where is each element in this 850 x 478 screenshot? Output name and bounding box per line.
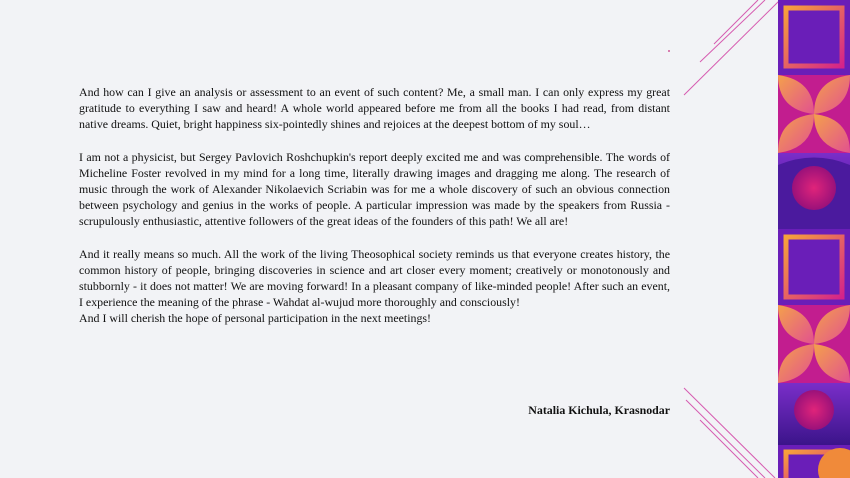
decorative-dot: [668, 50, 670, 52]
paragraph-2-text: I am not a physicist, but Sergey Pavlovich Roshchupkin's report deeply excited me and was comprehensible. The words of Micheline Foster revolved in my mind for a long time, literally drawing images and dragging me along. The research of music through the work of Alexander Nikolaevich Scriabin was for me a whole discovery of such an obvious connection between psychology and genius in the works of people. A particular impression was made by the speakers from Russia - scrupulously enthusiastic, attentive followers of the great ideas of the founders of this path! We all are!: [79, 149, 670, 229]
signature: Natalia Kichula, Krasnodar: [528, 403, 670, 417]
paragraph-1-text: And how can I give an analysis or assessment to an event of such content? Me, a small man. I can only express my great gratitude to everything I saw and heard! A whole world appeared before me from all the books I had read, from distant native dreams. Quiet, bright happiness six-pointedly shines and rejoices at the deepest bottom of my soul…: [79, 85, 670, 132]
paragraph-3: [79, 246, 670, 311]
paragraph-2: [79, 149, 670, 230]
paragraph-3-closing-line: [79, 310, 670, 326]
decorative-side-pattern: [778, 0, 850, 478]
letter-body: [79, 84, 670, 327]
paragraph-3-text: And it really means so much. All the work of the living Theosophical society reminds us that everyone creates history, the common history of people, bringing discoveries in science and art closer every moment; creatively or monotonously and stubbornly - it does not matter! We are moving forward! In a pleasant company of like-minded people! After such an event, I experience the meaning of the phrase - Wahdat al-wujud more thoroughly and consciously!: [79, 246, 670, 310]
paragraph-1: [79, 84, 670, 133]
closing-line-text: And I will cherish the hope of personal participation in the next meetings!: [79, 311, 431, 326]
